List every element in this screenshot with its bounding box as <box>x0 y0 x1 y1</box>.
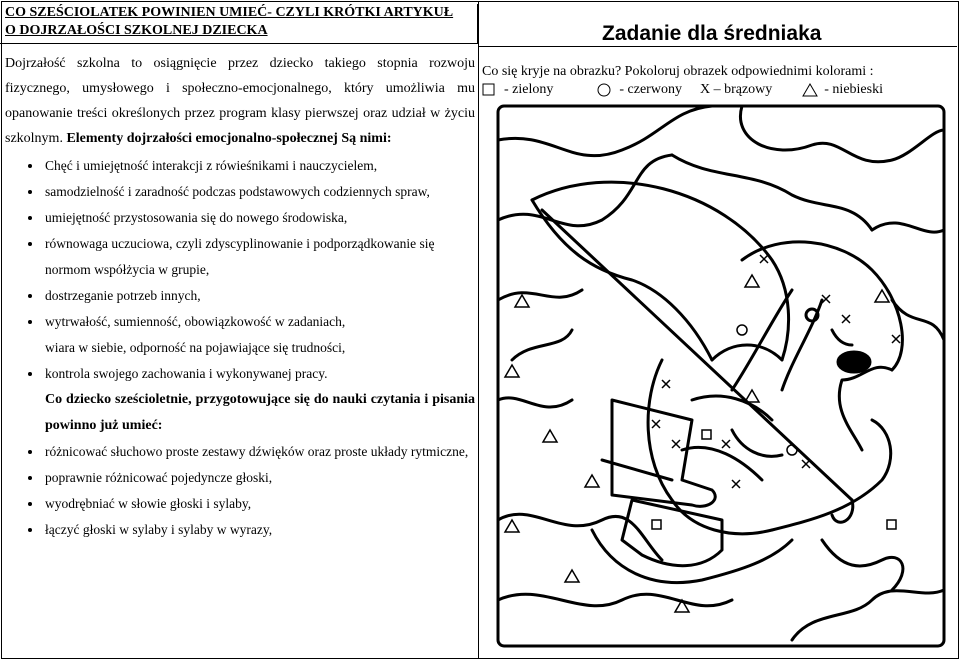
intro-bold-text: Elementy dojrzałości emocjonalno-społecznej Są nimi: <box>66 131 392 146</box>
article-title-line1: CO SZEŚCIOLATEK POWINIEN UMIEĆ- CZYLI KRÓTKI ARTYKUŁ <box>5 5 454 20</box>
circle-icon <box>597 83 613 97</box>
article-column <box>5 4 475 543</box>
list-item: kontrola swojego zachowania i wykonywanej pracy. <box>5 361 475 387</box>
legend-circle-label: - czerwony <box>619 82 682 97</box>
legend-triangle-label: - niebieski <box>824 82 883 97</box>
list-item: łączyć głoski w sylaby i sylaby w wyrazy, <box>5 517 475 543</box>
reading-list <box>5 439 475 543</box>
task-header-divider <box>479 46 957 47</box>
legend-x-label: X – brązowy <box>699 82 773 97</box>
column-divider <box>478 1 479 658</box>
list-item: dostrzeganie potrzeb innych, <box>5 283 475 309</box>
square-icon <box>482 83 496 97</box>
list-item: umiejętność przystosowania się do nowego środowiska, <box>5 205 475 231</box>
reading-heading: Co dziecko sześcioletnie, przygotowujące się do nauki czytania i pisania powinno już umieć: <box>45 392 475 433</box>
list-item: Chęć i umiejętność interakcji z rówieśnikami i nauczycielem, <box>5 153 475 179</box>
legend-square-label: - zielony <box>504 82 554 97</box>
intro-paragraph <box>5 51 475 151</box>
color-legend <box>482 82 883 98</box>
list-item: samodzielność i zaradność podczas podstawowych codziennych spraw, <box>5 179 475 205</box>
list-item: wytrwałość, sumienność, obowiązkowość w zadaniach, <box>5 309 475 335</box>
triangle-icon <box>802 83 818 97</box>
list-item: równowaga uczuciowa, czyli zdyscyplinowanie i podporządkowanie się normom współżycia w grupie, <box>5 231 475 283</box>
article-title <box>0 4 478 44</box>
list-item: różnicować słuchowo proste zestawy dźwięków oraz proste układy rytmiczne, <box>5 439 475 465</box>
list-item: poprawnie różnicować pojedyncze głoski, <box>5 465 475 491</box>
list-item: wiara w siebie, odporność na pojawiające się trudności, <box>45 340 346 355</box>
coloring-picture <box>492 100 952 652</box>
intro-text: Dojrzałość szkolna to osiągnięcie przez dziecko takiego stopnia rozwoju fizycznego, umysłowego i społeczno-emocjonalnego, który umożliwia mu opanowanie treści określonych przez program klasy pierwszej oraz udział w życiu szkolnym. <box>5 56 475 146</box>
task-instruction: Co się kryje na obrazku? Pokoloruj obrazek odpowiednimi kolorami : <box>482 64 874 79</box>
emotional-list <box>5 153 475 387</box>
article-title-line2: O DOJRZAŁOŚCI SZKOLNEJ DZIECKA <box>5 23 268 38</box>
list-item: wyodrębniać w słowie głoski i sylaby, <box>5 491 475 517</box>
task-title: Zadanie dla średniaka <box>602 22 822 45</box>
